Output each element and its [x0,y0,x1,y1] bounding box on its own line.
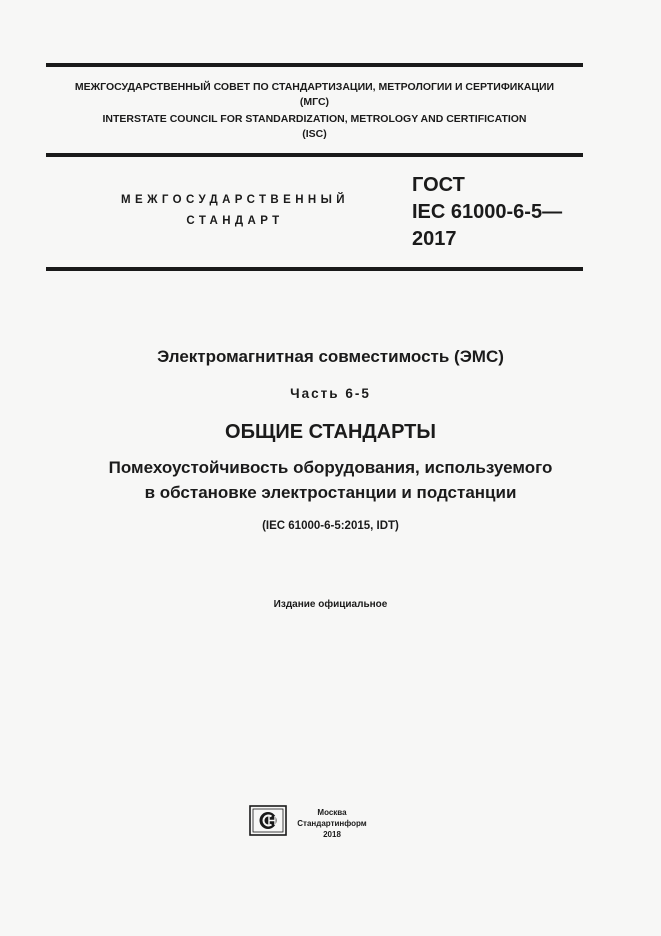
council-ru-abbr: (МГС) [299,96,330,108]
subtitle-line1: Помехоустойчивость оборудования, используемого [108,458,553,477]
upper-rule [46,153,583,157]
subtitle-line2: в обстановке электростанции и подстанции [144,483,517,502]
council-en-abbr: (ISC) [302,128,327,140]
standard-designation [412,172,562,253]
standartinform-logo-icon [249,805,287,836]
document-title: Электромагнитная совместимость (ЭМС) [157,347,504,366]
document-subtitle [0,455,661,505]
designation-year: 2017 [412,228,457,250]
standard-kind-line2: СТАНДАРТ [186,215,284,227]
standard-kind [90,190,380,232]
council-ru [46,80,583,110]
iec-reference: (IEC 61000-6-5:2015, IDT) [262,520,399,532]
designation-gost: ГОСТ [412,174,465,196]
council-en [46,112,583,142]
publisher-city: Москва [317,808,347,817]
lower-rule [46,267,583,271]
council-en-name: INTERSTATE COUNCIL FOR STANDARDIZATION, METROLOGY AND CERTIFICATION [102,113,527,125]
top-rule [46,63,583,67]
standard-kind-line1: МЕЖГОСУДАРСТВЕННЫЙ [121,194,349,206]
part-number: Часть 6-5 [290,386,371,401]
council-ru-name: МЕЖГОСУДАРСТВЕННЫЙ СОВЕТ ПО СТАНДАРТИЗАЦИИ, МЕТРОЛОГИИ И СЕРТИФИКАЦИИ [74,81,555,93]
publisher-info [292,807,372,840]
publisher-name: Стандартинформ [297,819,367,828]
general-standards-heading: ОБЩИЕ СТАНДАРТЫ [225,421,436,443]
edition-note: Издание официальное [273,599,388,610]
designation-number: IEC 61000-6-5— [412,201,563,223]
publisher-year: 2018 [323,830,341,839]
